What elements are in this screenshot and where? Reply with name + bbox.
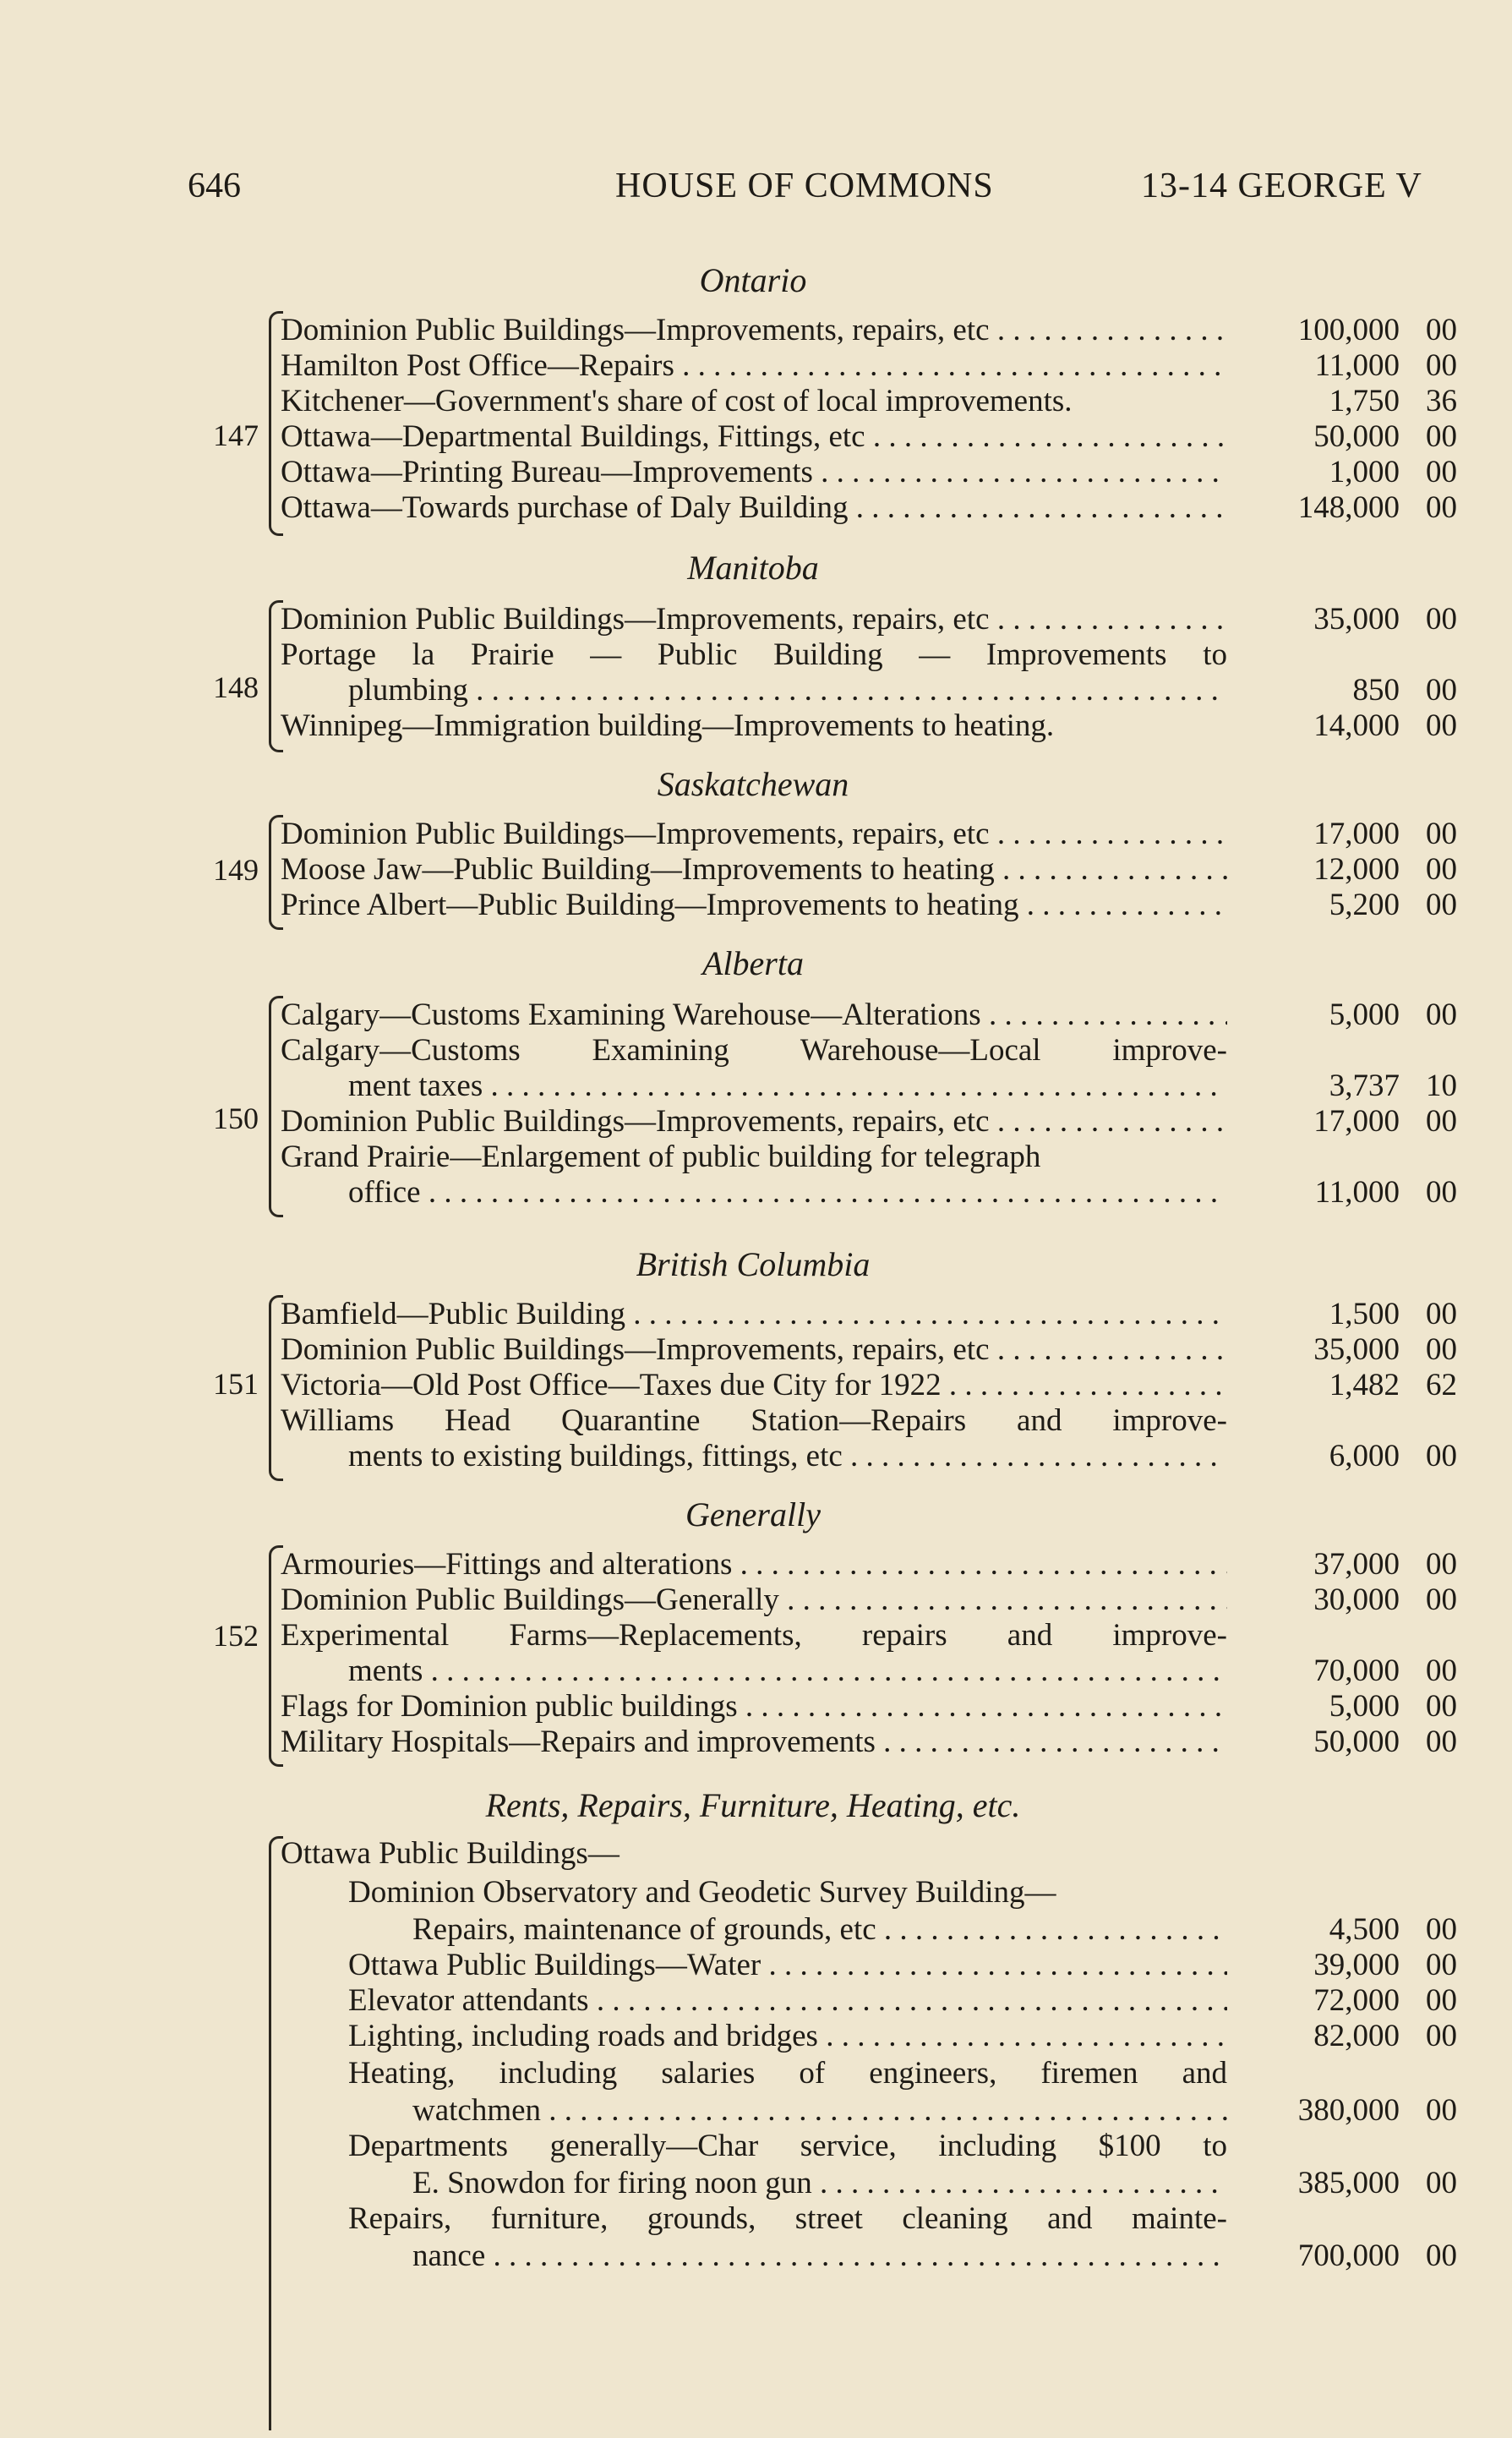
item-text: Portage la Prairie — Public Building — Improvements to (281, 637, 1227, 672)
amount-dollars: 1,000 (1329, 455, 1400, 489)
item-text: Victoria—Old Post Office—Taxes due City for 1922 . . . (281, 1368, 1227, 1403)
item-text: Moose Jaw—Public Building—Improvements to heating . . . (281, 852, 1227, 888)
amount-dollars: 30,000 (1313, 1583, 1400, 1617)
item-text: Departments generally—Char service, including $100 to (348, 2129, 1227, 2163)
section-title: Ontario (699, 261, 807, 299)
item-text: Dominion Public Buildings—Generally . . . (281, 1583, 1227, 1618)
item-text: Bamfield—Public Building . . . (281, 1297, 1227, 1332)
ledger-line (0, 455, 1512, 490)
amount-dollars: 35,000 (1313, 602, 1400, 637)
item-text: Ottawa—Printing Bureau—Improvements . . . (281, 455, 1227, 490)
amount-dollars: 700,000 (1297, 2238, 1400, 2273)
item-text: Military Hospitals—Repairs and improvements . . . (281, 1725, 1227, 1760)
amount-cents: 00 (1426, 1654, 1457, 1688)
ledger-line (0, 1583, 1512, 1618)
amount-dollars: 35,000 (1313, 1332, 1400, 1367)
item-text: ments to existing buildings, fittings, etc . . . (348, 1439, 1227, 1474)
amount-cents: 00 (1426, 2019, 1457, 2053)
section-title: Manitoba (687, 549, 819, 587)
amount-dollars: 3,737 (1329, 1069, 1400, 1103)
amount-dollars: 148,000 (1297, 490, 1400, 525)
ledger-line (0, 888, 1512, 923)
ledger-line (0, 1332, 1512, 1368)
amount-dollars: 70,000 (1313, 1654, 1400, 1688)
vote-number: 151 (213, 1367, 259, 1401)
amount-cents: 00 (1426, 602, 1457, 637)
regnal-year: 13-14 GEORGE V (1141, 167, 1422, 205)
ledger-line (0, 1654, 1512, 1689)
item-text: nance . . . (412, 2238, 1227, 2274)
ledger-line (0, 1983, 1512, 2019)
item-text: Heating, including salaries of engineers, firemen and (348, 2056, 1227, 2091)
amount-cents: 00 (1426, 1725, 1457, 1759)
ledger-line (0, 1875, 1512, 1910)
ledger-line (0, 852, 1512, 888)
vote-number: 149 (213, 853, 259, 887)
ledger-line (0, 1368, 1512, 1403)
ledger-line (0, 1403, 1512, 1439)
amount-cents: 00 (1426, 1912, 1457, 1947)
item-text: Hamilton Post Office—Repairs . . . (281, 348, 1227, 384)
ledger-line (0, 2238, 1512, 2274)
amount-cents: 00 (1426, 1439, 1457, 1473)
amount-dollars: 100,000 (1297, 313, 1400, 347)
amount-dollars: 17,000 (1313, 1104, 1400, 1139)
amount-cents: 00 (1426, 888, 1457, 922)
section-title: Generally (685, 1495, 821, 1533)
amount-cents: 00 (1426, 1175, 1457, 1210)
ledger-line (0, 673, 1512, 708)
section-title: Alberta (702, 944, 804, 982)
page-number: 646 (188, 167, 241, 205)
item-text: Kitchener—Government's share of cost of local improvements. (281, 384, 1073, 418)
item-text: ments . . . (348, 1654, 1227, 1689)
ledger-line (0, 1175, 1512, 1211)
ledger-line (0, 2019, 1512, 2054)
ledger-line (0, 1439, 1512, 1474)
amount-cents: 00 (1426, 1583, 1457, 1617)
ledger-line (0, 2056, 1512, 2091)
item-text: Ottawa Public Buildings— (281, 1836, 620, 1871)
item-text: Experimental Farms—Replacements, repairs and improve- (281, 1618, 1227, 1653)
amount-dollars: 5,000 (1329, 998, 1400, 1032)
amount-dollars: 5,200 (1329, 888, 1400, 922)
amount-dollars: 39,000 (1313, 1948, 1400, 1982)
amount-dollars: 17,000 (1313, 817, 1400, 851)
amount-cents: 00 (1426, 419, 1457, 454)
amount-cents: 00 (1426, 313, 1457, 347)
amount-cents: 62 (1426, 1368, 1457, 1402)
item-text: Dominion Public Buildings—Improvements, repairs, etc . . . (281, 1104, 1227, 1140)
vote-number: 150 (213, 1101, 259, 1135)
ledger-line (0, 998, 1512, 1033)
ledger-line (0, 1725, 1512, 1760)
item-text: ment taxes . . . (348, 1069, 1227, 1104)
amount-cents: 00 (1426, 998, 1457, 1032)
ledger-line (0, 1547, 1512, 1583)
amount-cents: 00 (1426, 817, 1457, 851)
ledger-line (0, 2166, 1512, 2201)
ledger-line (0, 708, 1512, 744)
ledger-line (0, 1033, 1512, 1069)
page-header (0, 166, 1512, 216)
ledger-line (0, 2093, 1512, 2129)
item-text: office . . . (348, 1175, 1227, 1211)
item-text: Ottawa Public Buildings—Water . . . (348, 1948, 1227, 1983)
amount-dollars: 1,482 (1329, 1368, 1400, 1402)
item-text: Repairs, furniture, grounds, street cleaning and mainte- (348, 2201, 1227, 2236)
item-text: Ottawa—Towards purchase of Daly Building . . . (281, 490, 1227, 526)
item-text: Lighting, including roads and bridges . . . (348, 2019, 1227, 2054)
ledger-line (0, 602, 1512, 637)
ledger-line (0, 348, 1512, 384)
ledger-line (0, 490, 1512, 526)
amount-cents: 00 (1426, 673, 1457, 708)
item-text: Winnipeg—Immigration building—Improvements to heating. (281, 708, 1055, 743)
item-text: Dominion Public Buildings—Improvements, repairs, etc . . . (281, 313, 1227, 348)
amount-cents: 10 (1426, 1069, 1457, 1103)
amount-cents: 00 (1426, 1948, 1457, 1982)
item-text: Dominion Public Buildings—Improvements, repairs, etc . . . (281, 817, 1227, 852)
amount-dollars: 11,000 (1314, 348, 1400, 383)
amount-dollars: 850 (1352, 673, 1400, 708)
ledger-line (0, 384, 1512, 419)
item-text: Dominion Observatory and Geodetic Survey Building— (348, 1875, 1056, 1910)
item-text: Armouries—Fittings and alterations . . . (281, 1547, 1227, 1583)
amount-dollars: 385,000 (1297, 2166, 1400, 2200)
amount-cents: 00 (1426, 490, 1457, 525)
ledger-line (0, 637, 1512, 673)
amount-dollars: 72,000 (1313, 1983, 1400, 2018)
ledger-line (0, 1140, 1512, 1175)
item-text: Ottawa—Departmental Buildings, Fittings, etc . . . (281, 419, 1227, 455)
ledger-line (0, 1297, 1512, 1332)
ledger-line (0, 313, 1512, 348)
item-text: Prince Albert—Public Building—Improvements to heating . . . (281, 888, 1227, 923)
item-text: Dominion Public Buildings—Improvements, repairs, etc . . . (281, 602, 1227, 637)
item-text: E. Snowdon for firing noon gun . . . (412, 2166, 1227, 2201)
amount-cents: 00 (1426, 1332, 1457, 1367)
item-text: Calgary—Customs Examining Warehouse—Local improve- (281, 1033, 1227, 1068)
amount-cents: 00 (1426, 852, 1457, 887)
vote-number: 147 (213, 418, 259, 452)
amount-cents: 00 (1426, 2166, 1457, 2200)
item-text: Flags for Dominion public buildings . . . (281, 1689, 1227, 1725)
ledger-line (0, 817, 1512, 852)
amount-dollars: 14,000 (1313, 708, 1400, 743)
amount-cents: 00 (1426, 455, 1457, 489)
amount-dollars: 50,000 (1313, 1725, 1400, 1759)
amount-cents: 00 (1426, 1297, 1457, 1331)
ledger-line (0, 419, 1512, 455)
ledger-line (0, 1689, 1512, 1725)
item-text: Dominion Public Buildings—Improvements, repairs, etc . . . (281, 1332, 1227, 1368)
amount-cents: 00 (1426, 1983, 1457, 2018)
amount-dollars: 50,000 (1313, 419, 1400, 454)
amount-cents: 00 (1426, 2093, 1457, 2128)
item-text: Williams Head Quarantine Station—Repairs and improve- (281, 1403, 1227, 1438)
amount-cents: 00 (1426, 2238, 1457, 2273)
item-text: Repairs, maintenance of grounds, etc . . . (412, 1912, 1227, 1948)
item-text: plumbing . . . (348, 673, 1227, 708)
item-text: watchmen . . . (412, 2093, 1227, 2129)
amount-cents: 00 (1426, 1547, 1457, 1582)
ledger-line (0, 1836, 1512, 1872)
amount-dollars: 380,000 (1297, 2093, 1400, 2128)
ledger-line (0, 1948, 1512, 1983)
item-text: Calgary—Customs Examining Warehouse—Alterations . . . (281, 998, 1227, 1033)
amount-cents: 00 (1426, 348, 1457, 383)
amount-dollars: 11,000 (1314, 1175, 1400, 1210)
item-text: Grand Prairie—Enlargement of public building for telegraph (281, 1140, 1041, 1174)
amount-dollars: 5,000 (1329, 1689, 1400, 1724)
running-title: HOUSE OF COMMONS (615, 167, 994, 205)
ledger-line (0, 1104, 1512, 1140)
section-title: Saskatchewan (657, 765, 849, 803)
ledger-line (0, 1912, 1512, 1948)
amount-dollars: 4,500 (1329, 1912, 1400, 1947)
amount-cents: 00 (1426, 1689, 1457, 1724)
amount-dollars: 82,000 (1313, 2019, 1400, 2053)
amount-dollars: 37,000 (1313, 1547, 1400, 1582)
amount-cents: 00 (1426, 708, 1457, 743)
section-title: Rents, Repairs, Furniture, Heating, etc. (485, 1786, 1021, 1824)
amount-cents: 00 (1426, 1104, 1457, 1139)
ledger-line (0, 2201, 1512, 2237)
amount-dollars: 1,750 (1329, 384, 1400, 418)
ledger-line (0, 1618, 1512, 1654)
amount-dollars: 1,500 (1329, 1297, 1400, 1331)
vote-number: 152 (213, 1619, 259, 1653)
ledger-line (0, 2129, 1512, 2164)
amount-dollars: 12,000 (1313, 852, 1400, 887)
section-title: British Columbia (636, 1245, 871, 1283)
amount-cents: 36 (1426, 384, 1457, 418)
ledger-line (0, 1069, 1512, 1104)
vote-number: 148 (213, 670, 259, 704)
amount-dollars: 6,000 (1329, 1439, 1400, 1473)
item-text: Elevator attendants . . . (348, 1983, 1227, 2019)
